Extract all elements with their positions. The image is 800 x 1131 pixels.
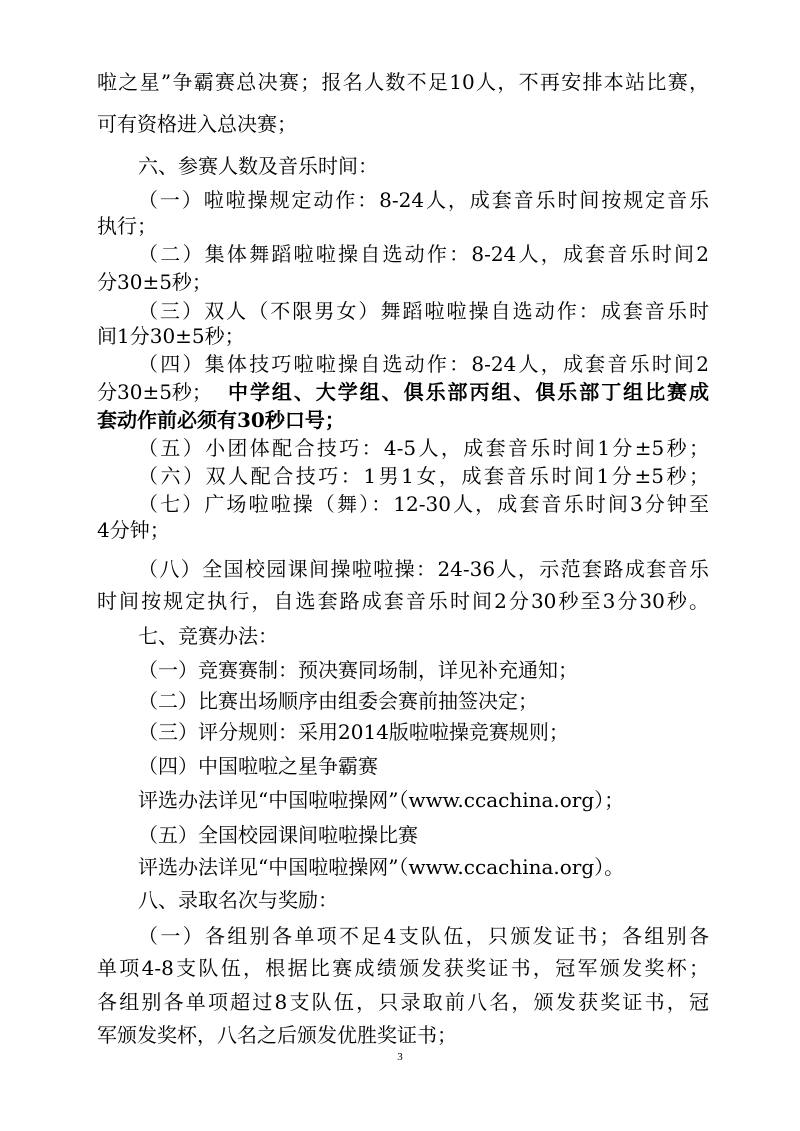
paragraph-line: 军颁发奖杯，八名之后颁发优胜奖证书；: [97, 1023, 457, 1047]
paragraph-line: （四）集体技巧啦啦操自选动作：8-24人，成套音乐时间2: [138, 352, 709, 376]
paragraph-line: 间1分30±5秒；: [97, 324, 245, 348]
paragraph-line: （三）评分规则：采用2014版啦啦操竞赛规则；: [138, 720, 569, 744]
paragraph-line: 各组别各单项超过8支队伍，只录取前八名，颁发获奖证书，冠: [97, 990, 709, 1014]
section-heading: 八、录取名次与奖励：: [138, 888, 338, 912]
paragraph-line: 单项4-8支队伍，根据比赛成绩颁发获奖证书，冠军颁发奖杯；: [97, 956, 709, 980]
paragraph-line: （六）双人配合技巧：1男1女，成套音乐时间1分±5秒；: [138, 464, 709, 488]
emphasis-text: 中学组、大学组、俱乐部丙组、俱乐部丁组比赛成: [228, 380, 709, 404]
paragraph-line: 评选办法详见“中国啦啦操网”（www.ccachina.org）；: [138, 788, 625, 812]
paragraph-line: 可有资格进入总决赛；: [97, 112, 297, 136]
paragraph-line: 执行；: [97, 214, 157, 238]
paragraph-line: （五）小团体配合技巧：4-5人，成套音乐时间1分±5秒；: [138, 436, 709, 460]
page-number: 3: [397, 1051, 403, 1063]
paragraph-line: （八）全国校园课间操啦啦操：24-36人，示范套路成套音乐: [138, 557, 709, 581]
emphasis-text: 套动作前必须有30秒口号；: [97, 408, 345, 432]
paragraph-line: 啦之星”争霸赛总决赛；报名人数不足10人，不再安排本站比赛，: [97, 70, 709, 94]
paragraph-line: 评选办法详见“中国啦啦操网”（www.ccachina.org）。: [138, 855, 625, 879]
paragraph-line: 分30±5秒；: [97, 270, 212, 294]
paragraph-line: （二）集体舞蹈啦啦操自选动作：8-24人，成套音乐时间2: [138, 242, 709, 266]
section-heading: 六、参赛人数及音乐时间：: [138, 154, 378, 178]
paragraph-line: （五）全国校园课间啦啦操比赛: [138, 823, 418, 847]
paragraph-line: 分30±5秒；: [97, 380, 212, 404]
paragraph-line: （一）竞赛赛制：预决赛同场制，详见补充通知；: [138, 658, 578, 682]
paragraph-line: 4分钟；: [97, 518, 170, 542]
paragraph-line: （二）比赛出场顺序由组委会赛前抽签决定；: [138, 689, 538, 713]
paragraph-line: （一）啦啦操规定动作：8-24人，成套音乐时间按规定音乐: [138, 188, 709, 212]
paragraph-line: （七）广场啦啦操（舞）：12-30人，成套音乐时间3分钟至: [138, 492, 709, 516]
section-heading: 七、竞赛办法：: [138, 624, 278, 648]
paragraph-line: （一）各组别各单项不足4支队伍，只颁发证书；各组别各: [138, 924, 709, 948]
paragraph-line: 时间按规定执行，自选套路成套音乐时间2分30秒至3分30秒。: [97, 589, 709, 613]
paragraph-line: （三）双人（不限男女）舞蹈啦啦操自选动作：成套音乐时: [138, 299, 709, 323]
paragraph-line: （四）中国啦啦之星争霸赛: [138, 754, 378, 778]
